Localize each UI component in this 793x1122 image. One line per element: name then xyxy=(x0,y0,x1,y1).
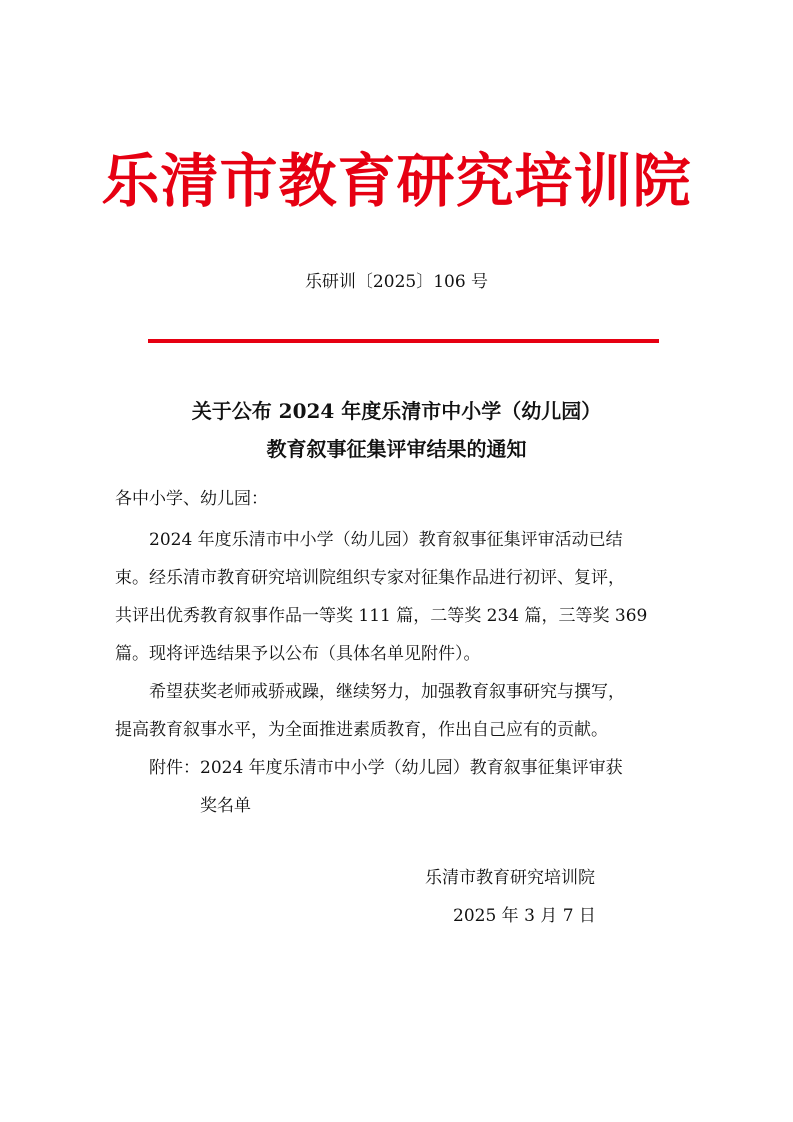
notice-title-line-2: 教育叙事征集评审结果的通知 xyxy=(266,437,527,461)
body-line: 2024 年度乐清市中小学（幼儿园）教育叙事征集评审活动已结 xyxy=(115,530,623,550)
salutation: 各中小学、幼儿园： xyxy=(115,489,268,509)
attachment-line: 奖名单 xyxy=(115,796,251,816)
body-line: 共评出优秀教育叙事作品一等奖 111 篇，二等奖 234 篇，三等奖 369 xyxy=(115,606,648,626)
red-divider-rule xyxy=(148,339,659,343)
body-line: 提高教育叙事水平，为全面推进素质教育，作出自己应有的贡献。 xyxy=(115,720,608,740)
notice-title-line-1: 关于公布 2024 年度乐清市中小学（幼儿园） xyxy=(191,399,602,423)
body-line: 希望获奖老师戒骄戒躁，继续努力，加强教育叙事研究与撰写， xyxy=(115,682,625,702)
body-line: 束。经乐清市教育研究培训院组织专家对征集作品进行初评、复评， xyxy=(115,568,625,588)
org-header: 乐清市教育研究培训院 xyxy=(101,147,692,215)
body-line: 篇。现将评选结果予以公布（具体名单见附件）。 xyxy=(115,644,481,664)
signature-org: 乐清市教育研究培训院 xyxy=(425,868,595,888)
attachment-line: 附件：2024 年度乐清市中小学（幼儿园）教育叙事征集评审获 xyxy=(115,758,623,778)
signature-date: 2025 年 3 月 7 日 xyxy=(453,906,596,926)
document-number: 乐研训〔2025〕106 号 xyxy=(304,272,489,292)
